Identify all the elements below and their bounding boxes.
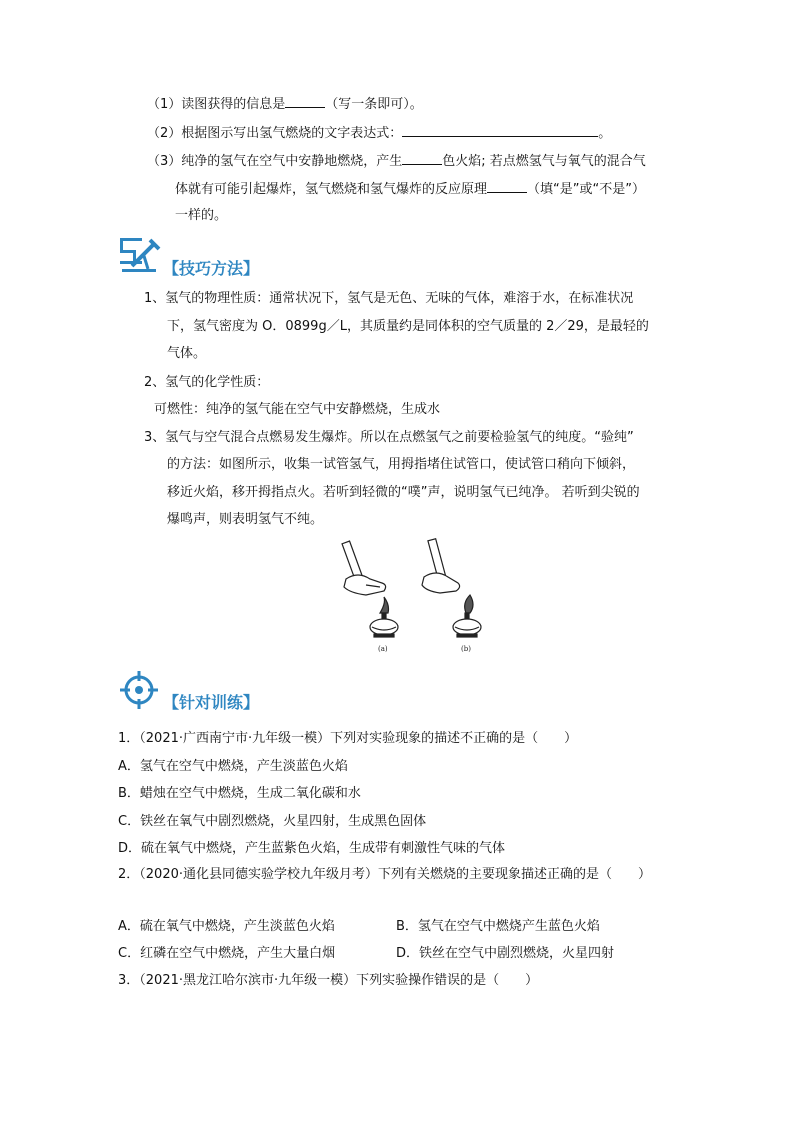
question-2-suffix: 。	[598, 126, 612, 141]
method-line: 下，氢气密度为 O．0899g／L，其质量约是同体积的空气质量的 2／29，是最轻的	[167, 319, 649, 334]
method-line: 移近火焰，移开拇指点火。若听到轻微的“噗”声，说明氢气已纯净。 若听到尖锐的	[167, 485, 640, 500]
q1-option-c: C．铁丝在氧气中剧烈燃烧，火星四射，生成黑色固体	[118, 814, 427, 829]
figure-panel-a	[342, 541, 398, 637]
q2-option-a: A．硫在氧气中燃烧，产生淡蓝色火焰	[118, 919, 335, 934]
question-1-suffix: （写一条即可）。	[325, 97, 423, 112]
q2-stem: 2．（2020·通化县同德实验学校九年级月考）下列有关燃烧的主要现象描述正确的是（ ）	[118, 867, 651, 882]
method-line: 1、氢气的物理性质：通常状况下，氢气是无色、无味的气体，难溶于水，在标准状况	[144, 291, 634, 306]
target-icon	[119, 670, 159, 710]
answer-blank	[487, 180, 527, 193]
q2-option-b: B．氢气在空气中燃烧产生蓝色火焰	[396, 919, 600, 934]
method-line: 2、氢气的化学性质：	[144, 375, 270, 390]
question-1-prefix: （1）读图获得的信息是	[147, 97, 286, 112]
section-title-methods: 【技巧方法】	[163, 259, 260, 278]
figure-panel-b	[422, 539, 481, 637]
answer-blank	[285, 95, 325, 108]
telescope-icon	[118, 236, 162, 276]
hydrogen-test-figure	[336, 535, 506, 655]
q3-stem: 3．（2021·黑龙江哈尔滨市·九年级一模）下列实验操作错误的是（ ）	[118, 973, 539, 988]
question-3-line-2-prefix: 体就有可能引起爆炸，氢气燃烧和氢气爆炸的反应原理	[175, 182, 488, 197]
q1-option-d: D．硫在氧气中燃烧，产生蓝紫色火焰，生成带有刺激性气味的气体	[118, 841, 506, 856]
q1-option-a: A．氢气在空气中燃烧，产生淡蓝色火焰	[118, 759, 348, 774]
method-line: 3、氢气与空气混合点燃易发生爆炸。所以在点燃氢气之前要检验氢气的纯度。“验纯”	[144, 430, 634, 445]
section-title-training: 【针对训练】	[163, 693, 260, 712]
question-3-line-2	[175, 180, 645, 199]
figure-label-b: (b)	[461, 645, 471, 653]
question-1	[147, 95, 423, 114]
question-3-line-3: 一样的。	[175, 208, 228, 223]
question-3-suffix: 色火焰; 若点燃氢气与氧气的混合气	[442, 154, 646, 169]
answer-blank	[402, 152, 442, 165]
q2-option-c: C．红磷在空气中燃烧，产生大量白烟	[118, 946, 336, 961]
question-3-line-2-suffix: （填“是”或“不是”）	[527, 182, 645, 197]
figure-label-a: (a)	[378, 645, 388, 653]
q1-stem: 1．（2021·广西南宁市·九年级一模）下列对实验现象的描述不正确的是（ ）	[118, 731, 578, 746]
method-line: 的方法：如图所示，收集一试管氢气，用拇指堵住试管口，使试管口稍向下倾斜，	[167, 457, 636, 472]
question-2	[147, 124, 611, 143]
method-line: 气体。	[167, 346, 207, 361]
question-2-prefix: （2）根据图示写出氢气燃烧的文字表达式：	[147, 126, 403, 141]
method-line: 可燃性：纯净的氢气能在空气中安静燃烧，生成水	[154, 402, 441, 417]
answer-blank	[402, 124, 598, 137]
method-line: 爆鸣声，则表明氢气不纯。	[167, 512, 324, 527]
question-3-line-1	[147, 152, 646, 171]
q1-option-b: B．蜡烛在空气中燃烧，生成二氧化碳和水	[118, 786, 361, 801]
question-3-prefix: （3）纯净的氢气在空气中安静地燃烧，产生	[147, 154, 403, 169]
q2-option-d: D．铁丝在空气中剧烈燃烧，火星四射	[396, 946, 615, 961]
